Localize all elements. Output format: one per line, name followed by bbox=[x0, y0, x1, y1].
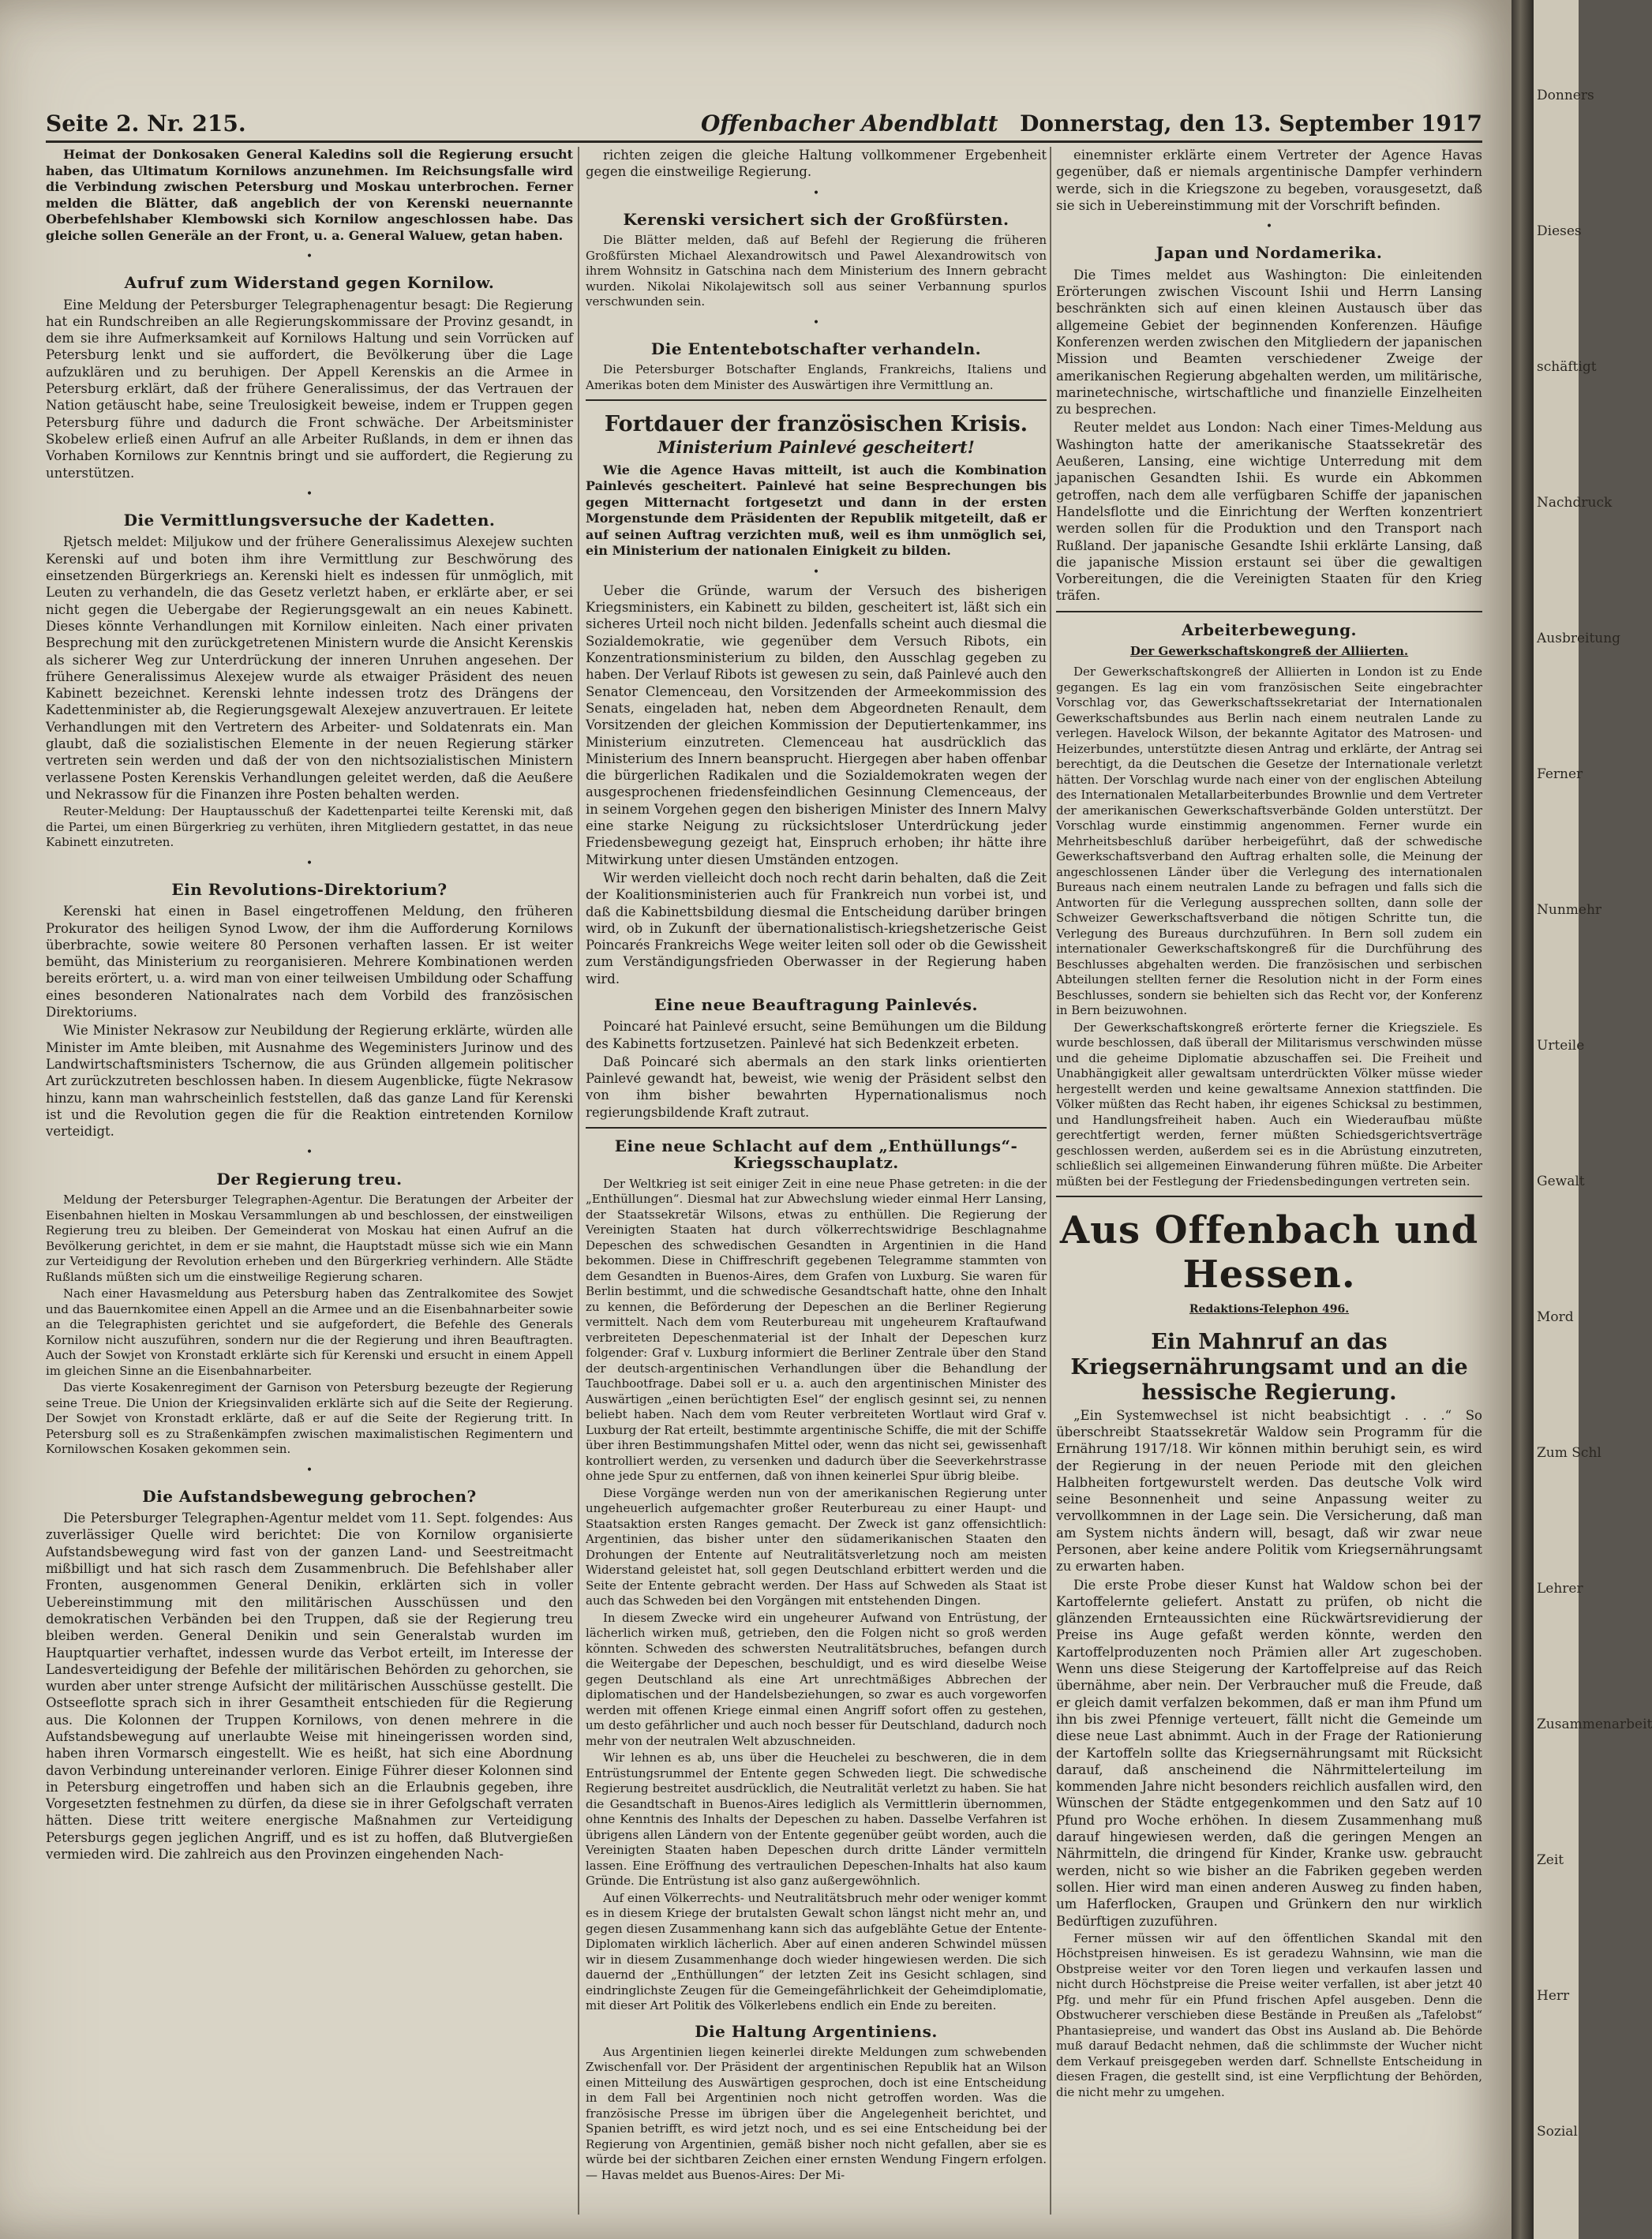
adjacent-page-text: Donners bbox=[1537, 88, 1594, 103]
separator-star: • bbox=[305, 856, 313, 870]
article-text: Kerenski hat einen in Basel eingetroffenen Meldung, den früheren Prokurator des heiligen Synod Lwow, der ihm die Aufforderung Kornilows überbrachte, sowie weitere 80 Personen verhaften lassen. Er ist weiter bemüht, das Ministerium zu reorganisieren. Mehrere Kombinationen werden bereits erörtert, u. a. wird man von einer teilweisen Umbildung oder Schaffung eines besonderen Nationalrates nach dem Vorbild des französischen Direktoriums. bbox=[46, 904, 573, 1020]
separator-star: • bbox=[305, 250, 313, 263]
adjacent-page-text: Nunmehr bbox=[1537, 902, 1602, 918]
adjacent-page-text: schäftigt bbox=[1537, 359, 1597, 375]
article-text: Ferner müssen wir auf den öffentlichen Skandal mit den Höchstpreisen hinweisen. Es ist geradezu Wahnsinn, wie man die Obstpreise weiter vor den Toren liegen und verkaufen lassen und nicht durch Höchstpreise die Preise weiter verfallen, ist aber jetzt 40 Pfg. und mehr für ein Pfund frischen Apfel ausgeben. Denn die Obstwucherer verschieben diese Bestände in Preußen als „Tafelobst“ Phantasiepreise, und wandert das Obst ins Ausland ab. Die Behörde muß darauf Bedacht nehmen, daß die schlimmste der Wucher nicht dem Verkauf preisgegeben werden darf. Schnellste Entscheidung in diesen Fragen, die gestellt sind, ist eine Verpflichtung der Behörden, die nicht mehr zu umgehen. bbox=[1056, 1930, 1482, 2099]
headline: Die Ententebotschafter verhandeln. bbox=[650, 339, 982, 358]
adjacent-page-text: Zusammenarbeit bbox=[1537, 1717, 1652, 1732]
headline: Japan und Nordamerika. bbox=[1156, 243, 1383, 263]
article-text: Nach einer Havasmeldung aus Petersburg haben das Zentralkomitee des Sowjet und das Bauernkomitee einen Appell an die Armee und an die Eisenbahnarbeiter sowie an die Telegraphisten gerichtet und sie aufgefordert, die Befehle des Generals Kornilow nicht auszuführen, sondern nur die der Regierung und ihren Beauftragten. Auch der Sowjet von Kronstadt erklärte sich für Kerenski und ersucht in einem Appell im gleichen Sinne an die Eisenbahnarbeiter. bbox=[46, 1286, 573, 1378]
article-text: „Ein Systemwechsel ist nicht beabsichtigt . . .“ So überschreibt Staatssekretär Waldow sein Programm für die Ernährung 1917/18. Wir können mithin beruhigt sein, es wird der Regierung in der neuen Periode mit den gleichen Halbheiten fortgewurstelt werden. Das deutsche Volk wird seine Besonnenheit und seine Anpassung weiter zu vervollkommnen in der Lage sein. Die Versicherung, daß man am System nichts ändern will, besagt, daß wir zwar neue Personen, aber keine andere Politik vom Kriegsernährungsamt zu erwarten haben. bbox=[1056, 1407, 1482, 1574]
section-rule bbox=[586, 399, 1047, 401]
adjacent-page-text: Gewalt bbox=[1537, 1174, 1585, 1189]
separator-star: • bbox=[812, 565, 820, 578]
article-text: Daß Poincaré sich abermals an den stark links orientierten Painlevé gewandt hat, beweist, wie wenig der Präsident selbst den von ihm bisher bewahrten Hypernationalismus noch regierungsbildende Kraft zutraut. bbox=[586, 1054, 1047, 1120]
headline: Eine neue Beauftragung Painlevés. bbox=[654, 995, 979, 1014]
column-divider bbox=[1050, 147, 1051, 2215]
main-headline: Ein Mahnruf an das Kriegsernährungsamt und an die hessische Regierung. bbox=[1070, 1329, 1468, 1405]
separator-star: • bbox=[305, 1463, 313, 1477]
article-text: Wir lehnen es ab, uns über die Heuchelei zu beschweren, die in dem Entrüstungsrummel der Entente gegen Schweden liegt. Die schwedische Regierung bestreitet ausdrücklich, die Neutralität verletzt zu haben. Sie hat die Gesandtschaft in Buenos-Aires lediglich als Vermittlerin übernommen, ohne Kenntnis des Inhalts der Depeschen zu haben. Dasselbe Verfahren ist übrigens allen Ländern von der Entente gegenüber geübt worden, auch die Vereinigten Staaten haben Depeschen durch dritte Länder vermitteln lassen. Eine Eröffnung des vertraulichen Depeschen-Inhalts hat also kaum Gründe. Die Entrüstung ist also ganz außergewöhnlich. bbox=[586, 1750, 1047, 1889]
article-text: Das vierte Kosakenregiment der Garnison von Petersburg bezeugte der Regierung seine Treue. Die Union der Kriegsinvaliden erklärte sich auf die Seite der Regierung. Der Sowjet von Kronstadt erklärte, daß er auf die Seite der Regierung tritt. In Petersburg soll es zu Straßenkämpfen zwischen maximalistischen Regimentern und Kornilowschen Kosaken gekommen sein. bbox=[46, 1380, 573, 1457]
article-text: In diesem Zwecke wird ein ungeheurer Aufwand von Entrüstung, der lächerlich wirken muß, getrieben, den die Folgen nicht so groß werden könnten. Schweden des schwersten Neutralitätsbruches, befangen durch die Weitergabe der Depeschen, beschuldigt, und es wird dieselbe Weise gegen Deutschland als eine Art unrechtmäßiges Abbrechen der diplomatischen und der Handelsbeziehungen, so zwar es auch vorgeworfen werden mit offenen Kriege einmal einen Angriff sofort offen zu gestehen, um desto gefährlicher und auch noch besser für Deutschland, dadurch noch mehr von der neutralen Welt abzuschneiden. bbox=[586, 1610, 1047, 1748]
headline: Kerenski versichert sich der Großfürsten. bbox=[623, 209, 1010, 229]
article-text: Meldung der Petersburger Telegraphen-Agentur. Die Beratungen der Arbeiter der Eisenbahnen hielten in Moskau Versammlungen ab und beschlossen, der einstweiligen Regierung treu zu bleiben. Der Gemeinderat von Moskau hat einen Aufruf an die Bevölkerung gerichtet, in dem er sie mahnt, die Hauptstadt müsse sich wie ein Mann zur Verteidigung der Revolution erheben und den Bürgerkrieg verhindern. Alle Städte Rußlands müßten sich um die einstweilige Regierung scharen. bbox=[46, 1193, 573, 1284]
column-2 bbox=[586, 147, 1047, 2222]
adjacent-page-text: Zeit bbox=[1537, 1852, 1564, 1868]
page-header bbox=[46, 110, 1482, 142]
subheadline: Ministerium Painlevé gescheitert! bbox=[657, 437, 975, 458]
headline: Aufruf zum Widerstand gegen Kornilow. bbox=[124, 273, 495, 293]
headline: Eine neue Schlacht auf dem „Enthüllungs“-Kriegsschauplatz. bbox=[614, 1136, 1018, 1173]
section-rule bbox=[586, 1127, 1047, 1129]
article-text: Die erste Probe dieser Kunst hat Waldow schon bei der Kartoffelernte geliefert. Anstatt zu prüfen, ob nicht die glänzenden Ernteaussichten eine Rückwärtsrevidierung der Preise ins Auge gefaßt werden könnte, werden den Kartoffelproduzenten noch Prämien aller Art zugeschoben. Wenn uns diese Steigerung der Kartoffelpreise auf das Reich übernähme, aber nein. Der Verbraucher muß die Freude, daß er gleich damit verfalzen bekommen, daß er man ihm Pfund um ihn bis zwei Pfennige verteuert, fällt nicht die Gemeinde um diese neue Last abnimmt. Auch in der Frage der Rationierung der Kartoffeln sollte das Kriegsernährungsamt mit Rücksicht darauf, daß anscheinend die Nährmittelerteilung im kommenden Jahre nicht besonders reichlich ausfallen wird, den Wünschen der Städte entgegenkommen und den Satz auf 10 Pfund pro Woche erhöhen. In diesem Zusammenhang muß darauf hingewiesen werden, daß die geringen Mengen an Nährmitteln, die dringend für Kinder, Kranke usw. gebraucht werden, nicht so wie bisher an die Fabriken gegeben werden sollen. Hier wird man einen anderen Ausweg zu finden haben, um Haferflocken, Graupen und Grünkern den nur wirklich Bedürftigen zuzuführen. bbox=[1056, 1577, 1482, 1929]
headline: Die Aufstandsbewegung gebrochen? bbox=[142, 1486, 477, 1506]
article-text: Ueber die Gründe, warum der Versuch des bisherigen Kriegsministers, ein Kabinett zu bilden, gescheitert ist, läßt sich ein sicheres Urteil noch nicht bilden. Jedenfalls scheint auch diesmal die Sozialdemokratie, wie gegenüber dem Versuch Ribots, ein Konzentrationsministerium zu bilden, den Ausschlag gegeben zu haben. Der Verlauf Ribots ist gewesen zu sein, daß Painlevé auch den Senator Clemenceau, den Vorsitzenden der Armeekommission des Senats, eingeladen hat, neben dem Abgeordneten Renault, dem Vorsitzenden der gleichen Kommission der Deputiertenkammer, ins Ministerium einzutreten. Clemenceau hat ausdrücklich das Ministerium des Innern beansprucht. Hiergegen aber haben offenbar die bürgerlichen Radikalen und die Sozialdemokraten wegen der ausgesprochenen friedensfeindlichen Gesinnung Clemenceaus, der in seinem Vorgehen gegen den bisherigen Minister des Innern Malvy eine starke Neigung zu rücksichtsloser Unterdrückung jeder Friedensbewegung gezeigt hat, Einspruch erhoben; ihr hätte ihre Mitwirkung unter diesen Umständen entzogen. bbox=[586, 582, 1047, 867]
article-text: Der Weltkrieg ist seit einiger Zeit in eine neue Phase getreten: in die der „Enthüllungen“. Diesmal hat zur Abwechslung wieder einmal Herr Lansing, der Staatssekretär Wilsons, etwas zu enthüllen. Die Regierung der Vereinigten Staaten hat durch völkerrechtswidrige Beschlagnahme Depeschen des schwedischen Gesandten in Argentinien in die Hand bekommen. Diese in Chiffreschrift gegebenen Telegramme stammten von dem Gesandten in Buenos-Aires, dem Grafen von Luxburg. Sie waren für Berlin bestimmt, und die schwedische Gesandtschaft hatte, ohne den Inhalt zu kennen, die Beförderung der Depeschen an die Berliner Regierung vermittelt. Nach dem vom Reuterbureau mit ungeheurem Kraftaufwand verbreiteten Depeschenmaterial ist der Inhalt der Depeschen kurz folgender: Graf v. Luxburg informiert die Berliner Zentrale über den Stand der deutsch-argentinischen Verhandlungen über die Behandlung der Tauchbootfrage. Dabei soll er u. a. auch den argentinischen Minister des Auswärtigen „einen berüchtigten Esel“ der englisch gesinnt sei, zu nennen beliebt haben. Nach dem vom Reuter verbreiteten Wortlaut wird Graf v. Luxburg der Rat erteilt, bestimmte argentinische Schiffe, die mit der Schiffe über ihren Bestimmungshafen Mittel oder, wenn das nicht sei, gewissenhaft kontrolliert werden, zu versenken und dadurch über die Seeverkehrstrasse ohne jede Spur zu entfernen, daß von ihnen keinerlei Spur übrig bleibe. bbox=[586, 1176, 1047, 1484]
article-text: Poincaré hat Painlevé ersucht, seine Bemühungen um die Bildung des Kabinetts fortzusetzen. Painlevé hat sich Bedenkzeit erbeten. bbox=[586, 1019, 1047, 1051]
adjacent-page-text: Sozial bbox=[1537, 2124, 1578, 2140]
article-text: Wir werden vielleicht doch noch recht darin behalten, daß die Zeit der Koalitionsministerien auch für Frankreich nun vorbei ist, und daß die Kabinettsbildung diesmal die Entscheidung darüber bringen wird, ob in Zukunft der übernationalistisch-kriegshetzerische Geist Poincarés Frankreichs Wege weiter leiten soll oder ob die Gewissheit zum Verständigungsfrieden Oberwasser in der Regierung haben wird. bbox=[586, 870, 1047, 987]
adjacent-page-text: Nachdruck bbox=[1537, 495, 1613, 511]
article-text: Der Gewerkschaftskongreß erörterte ferner die Kriegsziele. Es wurde beschlossen, daß überall der Militarismus verschwinden müsse und die geheime Diplomatie abzuschaffen sei. Die Freiheit und Unabhängigkeit aller gewaltsam unterdrückten Völker müsse wieder hergestellt werden und keine gewaltsame Annexion stattfinden. Die Völker müßten das Recht haben, ihr eigenes Schicksal zu bestimmen, und Handlungsfreiheit haben. Auch ein Wiederaufbau müßte gerechtfertigt werden, ferner müßten Schiedsgerichtsverträge geschlossen werden, außerdem sei es in die Abrüstung einzutreten, schließlich sei allgemeinen Einwanderung führen müßte. Die Arbeiter müßten bei der Festlegung der Friedensbedingungen vertreten sein. bbox=[1056, 1020, 1482, 1189]
headline: Die Haltung Argentiniens. bbox=[695, 2021, 938, 2041]
article-text: Der Gewerkschaftskongreß der Alliierten in London ist zu Ende gegangen. Es lag ein vom französischen Seite eingebrachter Vorschlag vor, das Gewerkschaftssekretariat der Internationalen Gewerkschaftsbundes aus Berlin nach einem neutralen Lande zu verlegen. Havelock Wilson, der bekannte Agitator des Matrosen- und Heizerbundes, unterstützte diesen Antrag und erklärte, der Antrag sei berechtigt, da die Deutschen die Gesetze der Internationale verletzt hätten. Der Vorschlag wurde nach einer von der englischen Abteilung des Internationalen Metallarbeiterbundes Brownlie und dem Vertreter der amerikanischen Gewerkschaftsverbände Golden unterstützt. Der Vorschlag wurde einstimmig angenommen. Ferner wurde ein Mehrheitsbeschluß darüber herbeigeführt, daß der schwedische Gewerkschaftsverband den Auftrag erhalten solle, die Meinung der angeschlossenen Länder über die Verlegung des internationalen Bureaus nach einem neutralen Lande zu befragen und falls sich die Antworten für die Verlegung aussprechen sollten, dann solle der Schweizer Gewerkschaftsverband die nötigen Schritte tun, die Verlegung des Bureaus durchzuführen. In Bern soll zudem ein internationaler Gewerkschaftskongreß für die Durchführung des Beschlusses abgehalten werden. Die französischen und serbischen Abteilungen stellten ferner die Resolution nicht in der Form eines Beschlusses, sondern sie behielten sich das Recht vor, der Konferenz in Bern beizuwohnen. bbox=[1056, 665, 1482, 1018]
adjacent-page-text: Dieses bbox=[1537, 223, 1582, 239]
article-text: Eine Meldung der Petersburger Telegraphenagentur besagt: Die Regierung hat ein Rundschreiben an alle Regierungskommissare der Provinz gesandt, in dem sie ihre Aufmerksamkeit auf Kornilows Haltung und sein Vorrücken auf Petersburg lenkt und sie auffordert, die Bevölkerung über die Lage aufzuklären und zu beruhigen. Der Appell Kerenskis an die Armee in Petersburg erklärt, daß der frühere Generalissimus, der das Vertrauen der Nation getäuscht habe, seine Treulosigkeit beweise, indem er Truppen gegen Petersburg führe und dadurch die Front schwäche. Der Arbeitsminister Skobelew erließ einen Aufruf an alle Arbeiter Rußlands, in dem er ihnen das Vorhaben Kornilows zur Kenntnis bringt und sie auffordert, die Regierung zu unterstützen. bbox=[46, 297, 573, 481]
article-text: Aus Argentinien liegen keinerlei direkte Meldungen zum schwebenden Zwischenfall vor. Der Präsident der argentinischen Republik hat an Wilson einen Mitteilung des Auswärtigen gesprochen, doch ist eine Entscheidung in dem Fall bei Argentinien noch nicht getroffen worden. Was die französische Presse im übrigen über die Angelegenheit berichtet, und Spanien betrifft, es wird jetzt noch, und es sei eine Entscheidung bei der Regierung von Argentinien, gemäß bisher noch nicht gefallen, aber sie es würde bei der sichtbaren Zeichen einer ernsten Wendung Fingern erfolgen. — Havas meldet aus Buenos-Aires: Der Mi- bbox=[586, 2044, 1047, 2182]
article-text: Reuter-Meldung: Der Hauptausschuß der Kadettenpartei teilte Kerenski mit, daß die Partei, um einen Bürgerkrieg zu verhüten, ihren Mitgliedern gestattet, in das neue Kabinett einzutreten. bbox=[46, 804, 573, 850]
adjacent-page-text: Herr bbox=[1537, 1988, 1570, 2004]
separator-star: • bbox=[1265, 220, 1273, 234]
editorial-telephone: Redaktions-Telephon 496. bbox=[1189, 1303, 1350, 1316]
headline: Arbeiterbewegung. bbox=[1181, 620, 1358, 639]
adjacent-page-text: Ferner bbox=[1537, 766, 1583, 782]
main-headline: Fortdauer der französischen Krisis. bbox=[604, 412, 1028, 437]
article-text: einemnister erklärte einem Vertreter der Agence Havas gegenüber, daß er niemals argentinische Dampfer verhindern werde, sich in die Kriegszone zu begeben, vorausgesetzt, daß sie sich in Uebereinstimmung mit der Vorschrift befinden. bbox=[1056, 148, 1482, 213]
section-rule bbox=[1056, 611, 1482, 612]
adjacent-page-text: Lehrer bbox=[1537, 1581, 1583, 1597]
article-text: Die Blätter melden, daß auf Befehl der Regierung die früheren Großfürsten Michael Alexandrowitsch und Pawel Alexandrowitsch von ihrem Wohnsitz in Gatschina nach dem Ministerium des Innern gebracht wurden. Nikolai Nikolajewitsch soll aus seiner Verbannung spurlos verschwunden sein. bbox=[586, 233, 1047, 309]
article-text: Die Petersburger Telegraphen-Agentur meldet vom 11. Sept. folgendes: Aus zuverlässiger Quelle wird berichtet: Die von Kornilow organisierte Aufstandsbewegung wird fast von der ganzen Land- und Seestreitmacht mißbilligt und hat sich rasch dem Zusammenbruch. Die Befehlshaber aller Fronten, ausgenommen General Denikin, erklärten sich in voller Uebereinstimmung mit den militärischen Ausschüssen und den demokratischen Verbänden bei den Truppen, daß sie der Regierung treu bleiben werden. General Denikin und sein Generalstab wurden im Hauptquartier verhaftet, indessen wurde das Verbot erteilt, im Interesse der Landesverteidigung der Befehle der militärischen Behörden zu gehorchen, sie wurden aber unter strenge Aufsicht der militärischen Ausschüsse gestellt. Die Ostseeflotte sprach sich in ihrer Gesamtheit entschieden für die Regierung aus. Die Kolonnen der Truppen Kornilows, von denen mehrere in die Aufstandsbewegung auf unerlaubte Weise mit hineingerissen worden sind, haben ihren Vormarsch eingestellt. Wie es heißt, hat sich eine Abordnung davon Verbindung untereinander verloren. Einige Führer dieser Kolonnen sind in Petersburg eingetroffen und haben sich an die Erlaubnis gegeben, ihre Vorgesetzten festnehmen zu dürfen, da diese sie in ihrer Gefolgschaft verraten hätten. Diese tritt weitere energische Maßnahmen zur Verteidigung Petersburgs gegen jeglichen Angriff, und es ist zu hoffen, daß Blutvergießen vermieden wird. Die zahlreich aus den Provinzen eingehenden Nach- bbox=[46, 1511, 573, 1863]
separator-star: • bbox=[812, 316, 820, 329]
headline: Die Vermittlungsversuche der Kadetten. bbox=[123, 511, 496, 530]
article-text: richten zeigen die gleiche Haltung vollkommener Ergebenheit gegen die einstweilige Regierung. bbox=[586, 148, 1047, 180]
article-text: Rjetsch meldet: Miljukow und der frühere Generalissimus Alexejew suchten Kerenski auf und boten ihm ihre Vermittlung zur Beschwörung des einsetzenden Bürgerkriegs an. Kerenski hielt es indessen für unmöglich, mit Leuten zu verhandeln, die das Gesetz verletzt haben, er erklärte aber, er sei nicht gegen die Uebergabe der Regierungsgewalt an ein neues Kabinett. Dieses könnte Verhandlungen mit Kornilow einleiten. Nach einer privaten Besprechung mit den zurückgetretenen Ministern wurde die Ansicht Kerenskis als sicherer Weg zur Unterdrückung der inneren Unruhen angesehen. Der frühere Generalissimus Alexejew wurde als etwaiger Präsident des neuen Kabinett bezeichnet. Kerenski lehnte indessen trotz des Drängens der Kadettenminister ab, die Regierungsgewalt Alexejew anzuvertrauen. Er leitete Verhandlungen mit den Vertretern des Arbeiter- und Soldatenrats ein. Man glaubt, daß die sozialistischen Elemente in der neuen Regierung stärker vertreten sein werden und daß der von den nichtsozialistischen Ministern verlassene Posten Kerenskis Verhandlungen geleitet werden, daß die Aeußere und Nekrassow für die Finanzen ihre Posten behalten werden. bbox=[46, 534, 573, 802]
separator-star: • bbox=[305, 1146, 313, 1159]
adjacent-page-text: Mord bbox=[1537, 1309, 1574, 1325]
headline: Ein Revolutions-Direktorium? bbox=[171, 880, 448, 899]
issue-date: Donnerstag, den 13. September 1917 bbox=[1020, 110, 1482, 137]
separator-star: • bbox=[305, 487, 313, 500]
article-text: Diese Vorgänge werden nun von der amerikanischen Regierung unter ungeheuerlich aufgemachter großer Reuterbureau zu einer Haupt- und Staatsaktion ersten Ranges gemacht. Der Zweck ist ganz offensichtlich: Argentinien, das bisher unter den südamerikanischen Staaten den Drohungen der Entente auf Neutralitätsverletzung noch am meisten Widerstand geleistet hat, soll gegen Deutschland erbittert werden und die Seite der Entente gebracht werden. Der Hass auf Schweden als Staat ist auch das Schweden bei den Vorgängen mit entstehenden Dingen. bbox=[586, 1485, 1047, 1608]
article-text: Wie Minister Nekrasow zur Neubildung der Regierung erklärte, würden alle Minister im Amte bleiben, mit Ausnahme des Wegeministers Jurinow und des Landwirtschaftsministers Tschernow, die aus Gründen allgemein politischer Art zurückzutreten beschlossen haben. In diesem Augenblicke, fügte Nekrasow hinzu, kann man wahrscheinlich feststellen, daß das ganze Land für Kerenski ist und die Revolution gegen die für die Reaktion eintretenden Kornilow verteidigt. bbox=[46, 1023, 573, 1140]
column-3 bbox=[1056, 147, 1482, 2222]
article-text: Auf einen Völkerrechts- und Neutralitätsbruch mehr oder weniger kommt es in diesem Kriege der brutalsten Gewalt schon längst nicht mehr an, und gegen diesen Zusammenhang kann sich das aufgeblähte Getue der Entente-Diplomaten wirklich lächerlich. Aber auf einen anderen Schwindel müssen wir in diesem Zusammenhange doch wieder hingewiesen werden. Die sich dauernd der „Enthüllungen“ der letzten Zeit ins Gesicht schlagen, sind eindringlichste Zeugen für die Gemeingefährlichkeit der Geheimdiplomatie, mit dieser Art Politik des Völkerlebens endlich ein Ende zu bereiten. bbox=[586, 1890, 1047, 2013]
adjacent-page-text: Ausbreitung bbox=[1537, 631, 1621, 646]
headline: Der Regierung treu. bbox=[216, 1169, 403, 1189]
section-rule bbox=[1056, 1196, 1482, 1197]
column-divider bbox=[578, 147, 579, 2215]
article-text: Die Times meldet aus Washington: Die einleitenden Erörterungen zwischen Viscount Ishii und Herrn Lansing beschränkten sich auf einen kleinen Austausch über das allgemeine Gebiet der beginnenden Konferenzen. Häufige Konferenzen werden zwischen den Mitgliedern der japanischen Mission und Beamten verschiedener Zweige der amerikanischen Regierung abgehalten werden, um militärische, marinetechnische, wirtschaftliche und finanzielle Einzelheiten zu besprechen. bbox=[1056, 267, 1482, 417]
adjacent-page-text: Urteile bbox=[1537, 1038, 1585, 1054]
column-1 bbox=[46, 147, 573, 2222]
article-text: Die Petersburger Botschafter Englands, Frankreichs, Italiens und Amerikas boten dem Minister des Auswärtigen ihre Vermittlung an. bbox=[586, 362, 1047, 392]
adjacent-page-edge bbox=[1534, 0, 1652, 2239]
local-section-title: Aus Offenbach und Hessen. bbox=[1059, 1208, 1479, 1297]
article-text: Reuter meldet aus London: Nach einer Times-Meldung aus Washington hatte der amerikanische Staatssekretär des Aeußeren, Lansing, eine wichtige Unterredung mit dem japanischen Gesandten Ishii. Es wurde ein Abkommen getroffen, nach dem alle verfügbaren Schiffe der japanischen Handelsflotte und die Einrichtung der Werften konzentriert werden sollen für die Produktion und den Transport nach Rußland. Der japanische Gesandte Ishii erklärte Lansing, daß die japanische Mission erstaunt sei über die gewaltigen Vorbereitungen, die die Vereinigten Staaten für den Krieg träfen. bbox=[1056, 420, 1482, 604]
article-text: Heimat der Donkosaken General Kaledins soll die Regierung ersucht haben, das Ultimatum Kornilows anzunehmen. Im Reichsungsfalle wird die Verbindung zwischen Petersburg und Moskau unterbrochen. Ferner melden die Blätter, daß angeblich der von Kerenski neuernannte Oberbefehlshaber Klembowski sich Kornilow angeschlossen habe. Das gleiche sollen Generäle an der Front, u. a. General Waluew, getan haben. bbox=[46, 147, 573, 243]
subheadline: Der Gewerkschaftskongreß der Alliierten. bbox=[1129, 644, 1409, 659]
article-text: Wie die Agence Havas mitteilt, ist auch die Kombination Painlevés gescheitert. Painlevé hat seine Besprechungen bis gegen Mitternacht fortgesetzt und dann in der ersten Morgenstunde dem Präsidenten der Republik mitgeteilt, daß er auf seinen Auftrag verzichten muß, weil es ihm unmöglich sei, ein Ministerium der nationalen Einigkeit zu bilden. bbox=[586, 462, 1047, 559]
newspaper-title: Offenbacher Abendblatt bbox=[701, 110, 998, 137]
separator-star: • bbox=[812, 186, 820, 200]
page-number: Seite 2. Nr. 215. bbox=[46, 110, 246, 137]
header-rule bbox=[46, 140, 1482, 143]
book-gutter bbox=[1512, 0, 1534, 2239]
adjacent-page-text: Zum Schl bbox=[1537, 1445, 1601, 1461]
